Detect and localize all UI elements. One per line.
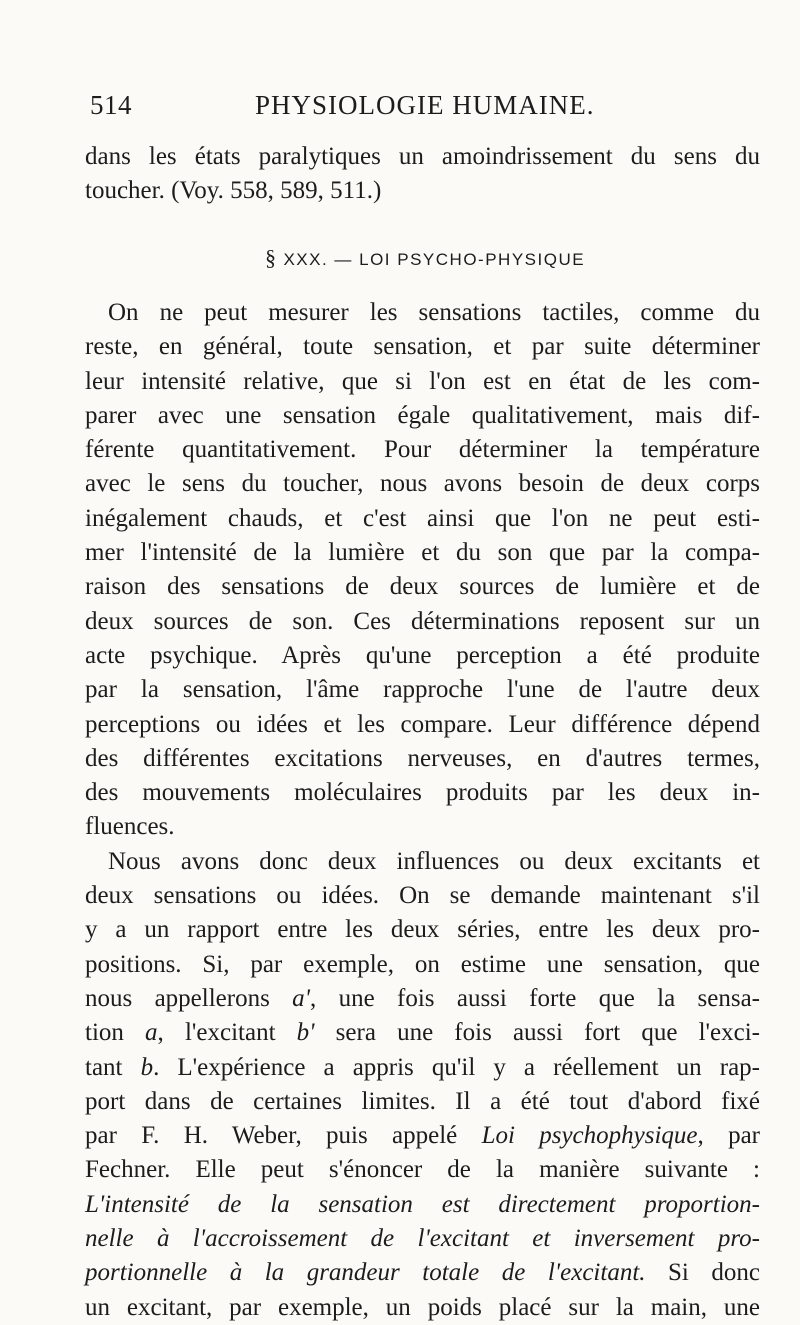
text-line: leur intensité relative, que si l'on est en état de les com- xyxy=(85,367,760,395)
paragraph-2 xyxy=(85,845,760,1325)
text-line: toucher. (Voy. 558, 589, 511.) xyxy=(85,177,382,204)
intro-paragraph xyxy=(85,140,760,208)
text-line: y a un rapport entre les deux séries, entre les deux pro- xyxy=(85,916,760,944)
text-line: avec le sens du toucher, nous avons besoin de deux corps xyxy=(85,470,760,498)
text-fragment: par F. H. Weber, puis appelé xyxy=(85,1122,482,1150)
law-name: Loi psychophysique xyxy=(481,1122,698,1150)
text-line: raison des sensations de deux sources de lumière et de xyxy=(85,573,760,601)
text-line: On ne peut mesurer les sensations tactiles, comme du xyxy=(108,299,760,326)
page-number: 514 xyxy=(90,90,132,120)
text-line: des différentes excitations nerveuses, en d'autres termes, xyxy=(85,744,760,772)
text-line: deux sources de son. Ces déterminations reposent sur un xyxy=(85,607,760,635)
variable-b-prime: b' xyxy=(296,1019,315,1047)
text-line: Nous avons donc deux influences ou deux excitants et xyxy=(108,847,760,875)
text-line: Fechner. Elle peut s'énoncer de la manière suivante : xyxy=(85,1156,760,1184)
intro-text xyxy=(85,140,760,208)
body-text xyxy=(85,296,760,1325)
variable-b: b xyxy=(140,1053,154,1081)
text-fragment: sera une fois aussi fort que l'exci- xyxy=(314,1019,760,1047)
text-line: perceptions ou idées et les compare. Leur différence dépend xyxy=(85,710,760,738)
section-symbol: § xyxy=(264,245,278,270)
text-line: deux sensations ou idées. On se demande maintenant s'il xyxy=(85,882,760,910)
text-fragment: tant xyxy=(85,1053,141,1081)
text-line: des mouvements moléculaires produits par les deux in- xyxy=(85,779,760,807)
section-heading xyxy=(0,245,800,271)
text-line: positions. Si, par exemple, on estime une sensation, que xyxy=(85,950,760,978)
text-line: parer avec une sensation égale qualitativement, mais dif- xyxy=(85,401,760,429)
law-statement-line: L'intensité de la sensation est directement proportion- xyxy=(85,1190,760,1218)
law-statement-line: portionnelle à la grandeur totale de l'excitant. xyxy=(85,1259,646,1287)
paragraph-1 xyxy=(85,296,760,845)
page-header xyxy=(90,90,740,130)
text-line: reste, en général, toute sensation, et par suite déterminer xyxy=(85,333,760,361)
law-statement-line: nelle à l'accroissement de l'excitant et inversement pro- xyxy=(85,1225,760,1253)
text-line: port dans de certaines limites. Il a été tout d'abord fixé xyxy=(85,1087,760,1115)
running-title: PHYSIOLOGIE HUMAINE. xyxy=(255,90,595,120)
text-fragment: , une fois aussi forte que la sensa- xyxy=(310,984,760,1012)
text-fragment: tion xyxy=(85,1019,146,1047)
text-fragment: Si donc xyxy=(645,1259,760,1287)
text-line xyxy=(85,1051,760,1085)
section-title: XXX. — LOI PSYCHO-PHYSIQUE xyxy=(283,250,586,269)
text-line: mer l'intensité de la lumière et du son que par la compa- xyxy=(85,539,760,567)
text-line xyxy=(85,982,760,1016)
text-fragment: , par xyxy=(697,1122,760,1150)
text-fragment: nous appellerons xyxy=(85,984,293,1012)
text-line xyxy=(85,1016,760,1050)
variable-a: a xyxy=(145,1019,158,1047)
variable-a-prime: a' xyxy=(292,984,310,1012)
text-line: fluences. xyxy=(85,813,175,841)
text-line xyxy=(85,1119,760,1153)
text-line: férente quantitativement. Pour déterminer la température xyxy=(85,436,760,464)
text-line: dans les états paralytiques un amoindrissement du sens du xyxy=(85,143,760,170)
text-fragment: . L'expérience a appris qu'il y a réellement un rap- xyxy=(153,1053,760,1081)
text-line: acte psychique. Après qu'une perception a été produite xyxy=(85,641,760,669)
text-fragment: , l'excitant xyxy=(157,1019,297,1047)
text-line: inégalement chauds, et c'est ainsi que l'on ne peut esti- xyxy=(85,504,760,532)
text-line: par la sensation, l'âme rapproche l'une de l'autre deux xyxy=(85,676,760,704)
text-line xyxy=(85,1256,760,1290)
text-line: un excitant, par exemple, un poids placé sur la main, une xyxy=(85,1293,760,1321)
